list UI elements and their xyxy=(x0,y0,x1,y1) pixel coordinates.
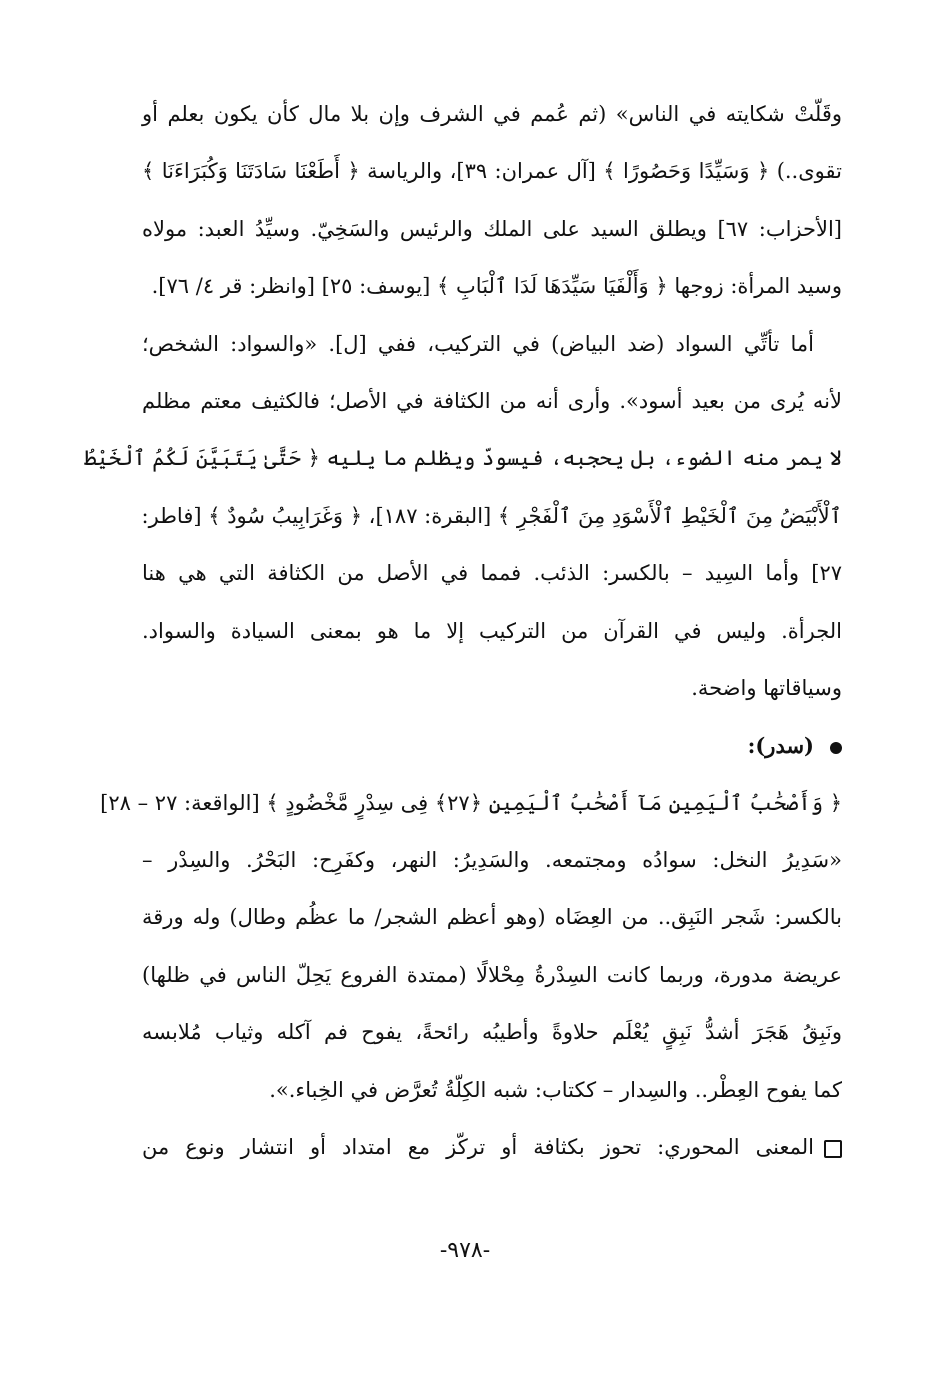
text-line: ٢٧] وأما السِيد – بالكسر: الذئب. فمما في الأصل من الكثافة التي هي هنا xyxy=(142,561,842,586)
section-heading-text: (سدر): xyxy=(747,733,814,759)
text-line: عريضة مدورة، وربما كانت السِدْرةُ مِحْلالًا (ممتدة الفروع يَحِلّ الناس في ظلها) xyxy=(142,962,842,987)
section-heading xyxy=(142,717,842,774)
text-line: كما يفوح العِطْر.. والسِدار – ككتاب: شبه الكِلّةُ تُعرَّض في الخِباء.». xyxy=(269,1077,842,1102)
text-line: ونَبِقُ هَجَرَ أشدُّ نَبِقٍ يُعْلَم حلاوةً وأطيبُه رائحةً، يفوح فم آكله وثياب مُلابسه xyxy=(142,1020,842,1045)
page-body-text xyxy=(84,86,842,1176)
text-line: وقَلّتْ شكايته في الناس» (ثم عُمم في الشرف وإن بلا مال كأن يكون بعلم أو xyxy=(142,102,842,126)
text-line: تقوى..) ﴿ وَسَيِّدًا وَحَصُورًا ﴾ [آل عمران: ٣٩]، والرياسة ﴿ أَطَعْنَا سَادَتَنَا وَكُبَرَاءَنَا ﴾ xyxy=(142,159,842,184)
page-number: -٩٧٨- xyxy=(439,1238,491,1263)
text-line: وسياقاتها واضحة. xyxy=(691,675,842,700)
text-line: [الأحزاب: ٦٧] ويطلق السيد على الملك والرئيس والسَخِيّ. وسيِّدُ العبد: مولاه xyxy=(142,216,842,241)
checkbox-square-icon xyxy=(824,1140,842,1158)
text-line: ٱلْأَبْيَضُ مِنَ ٱلْخَيْطِ ٱلْأَسْوَدِ مِنَ ٱلْفَجْرِ ﴾ [البقرة: ١٨٧]، ﴿ وَغَرَابِيبُ سُودٌ ﴾ [فاطر: xyxy=(141,503,842,528)
text-line: «سَدِيرُ النخل: سوادُه ومجتمعه. والسَدِيرُ: النهر، وكفَرِح: البَحْرُ. والسِدْر – xyxy=(142,848,842,873)
text-line: بالكسر: شَجر النَبِق.. من العِضَاه (وهو أعظم الشجر/ ما عظُم وطال) وله ورقة xyxy=(142,905,842,930)
core-meaning-text: المعنى المحوري: تحوز بكثافة أو تركّز مع امتداد أو انتشار ونوع من xyxy=(142,1135,814,1160)
text-line: لا يمر منه الضوء، بل يحجبه، فيسودّ ويظلم ما يليه ﴿ حَتَّىٰ يَتَبَيَّنَ لَكُمُ ٱلْخَيْطُ xyxy=(84,446,842,471)
text-line: أما تأتِّي السواد (ضد البياض) في التركيب، ففي [ل]. «والسواد: الشخص؛ xyxy=(142,331,814,356)
quran-verse-line: ﴿ وَأَصْحَٰبُ ٱلْيَمِينِ مَآ أَصْحَٰبُ ٱلْيَمِينِ ﴿٢٧﴾ فِى سِدْرٍ مَّخْضُودٍ ﴾ [الواقعة: ٢٧ – ٢٨] xyxy=(100,790,842,815)
bullet-icon xyxy=(830,742,842,754)
core-meaning-line xyxy=(142,1119,842,1176)
text-line: لأنه يُرى من بعيد أسود». وأرى أنه من الكثافة في الأصل؛ فالكثيف معتم مظلم xyxy=(142,388,842,413)
text-line: وسيد المرأة: زوجها ﴿ وَأَلْفَيَا سَيِّدَهَا لَدَا ٱلْبَابِ ﴾ [يوسف: ٢٥] [وانظر: قر ٤/ ٧٦]. xyxy=(151,274,842,299)
text-line: الجرأة. وليس في القرآن من التركيب إلا ما هو بمعنى السيادة والسواد. xyxy=(142,618,842,643)
